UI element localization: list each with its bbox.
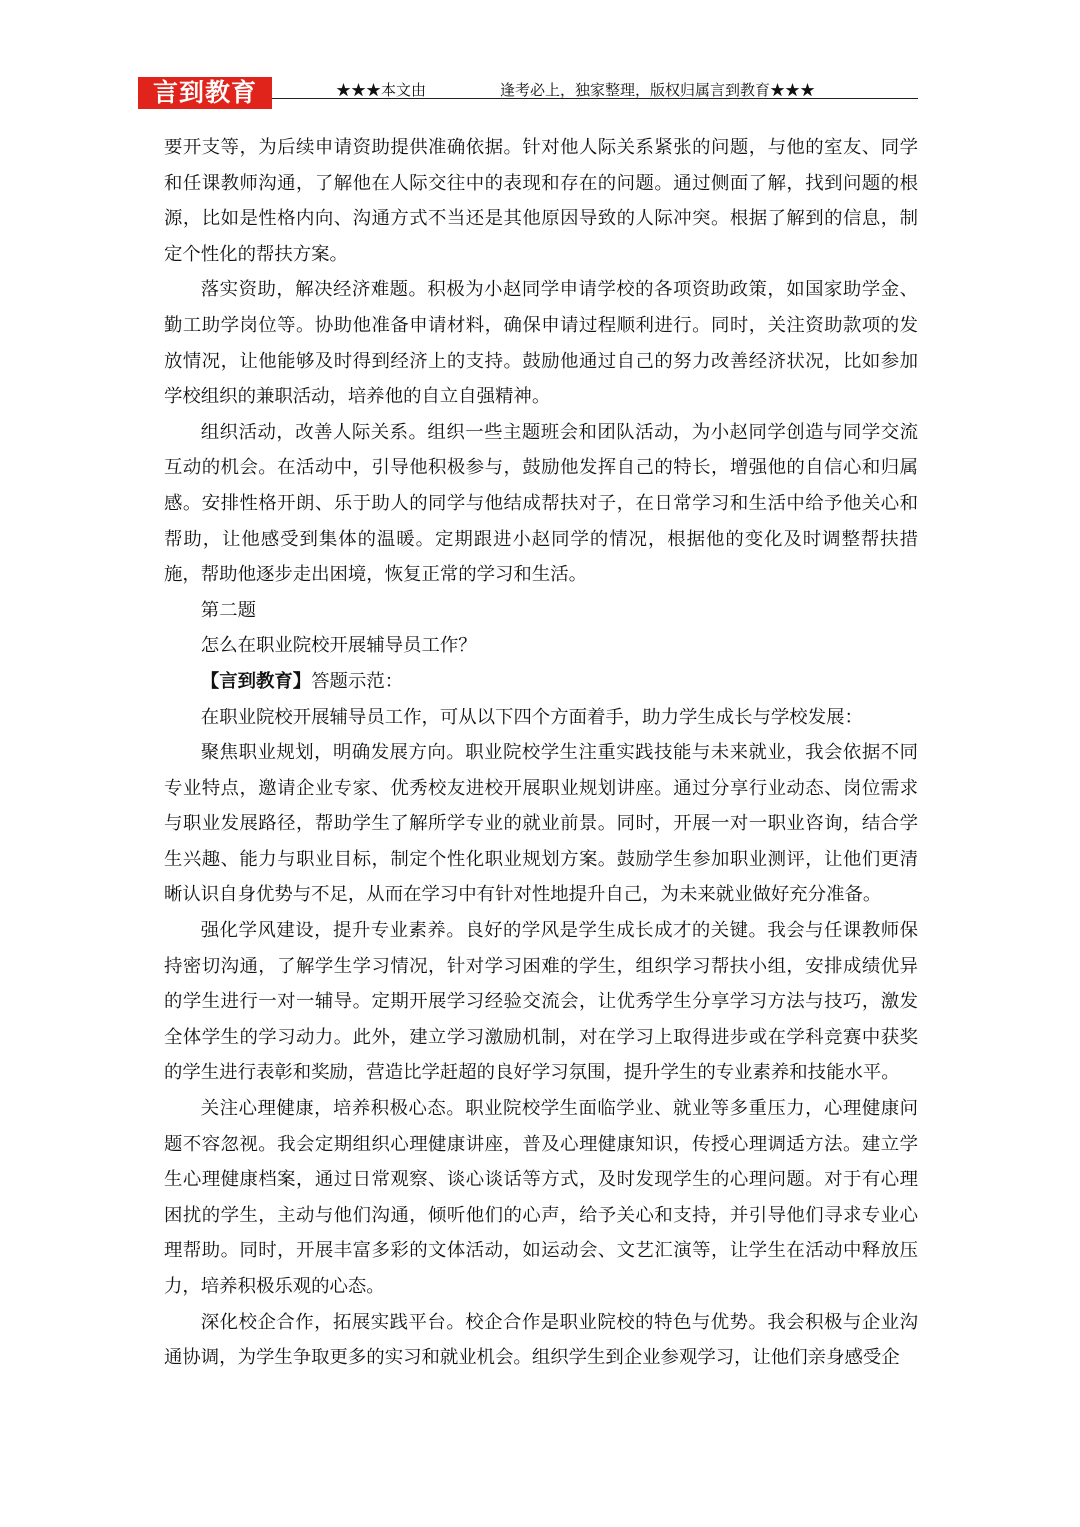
header-notice-left: ★★★本文由 — [336, 81, 427, 99]
paragraph-organize-activities: 组织活动，改善人际关系。组织一些主题班会和团队活动，为小赵同学创造与同学交流互动的机会。在活动中，引导他积极参与，鼓励他发挥自己的特长，增强他的自信心和归属感。安排性格开朗、乐于助人的同学与他结成帮扶对子，在日常学习和生活中给予他关心和帮助，让他感受到集体的温暖。定期跟进小赵同学的情况，根据他的变化及时调整帮扶措施，帮助他逐步走出困境，恢复正常的学习和生活。 — [164, 421, 918, 586]
header-notice-right: 逢考必上，独家整理，版权归属言到教育★★★ — [500, 81, 816, 99]
paragraph-financial-aid: 落实资助，解决经济难题。积极为小赵同学申请学校的各项资助政策，如国家助学金、勤工助学岗位等。协助他准备申请材料，确保申请过程顺利进行。同时，关注资助款项的发放情况，让他能够及时得到经济上的支持。鼓励他通过自己的努力改善经济状况，比如参加学校组织的兼职活动，培养他的自立自强精神。 — [164, 279, 918, 408]
answer-label-brand: 【言到教育】 — [200, 670, 312, 692]
answer-label-text: 答题示范： — [311, 670, 404, 692]
paragraph-intro: 在职业院校开展辅导员工作，可从以下四个方面着手，助力学生成长与学校发展： — [200, 706, 863, 728]
paragraph-study-atmosphere: 强化学风建设，提升专业素养。良好的学风是学生成长成才的关键。我会与任课教师保持密切沟通，了解学生学习情况，针对学习困难的学生，组织学习帮扶小组，安排成绩优异的学生进行一对一辅导。定期开展学习经验交流会，让优秀学生分享学习方法与技巧，激发全体学生的学习动力。此外，建立学习激励机制，对在学习上取得进步或在学科竞赛中获奖的学生进行表彰和奖励，营造比学赶超的良好学习氛围，提升学生的专业素养和技能水平。 — [164, 920, 918, 1084]
document-body — [164, 130, 918, 1376]
paragraph-career-planning: 聚焦职业规划，明确发展方向。职业院校学生注重实践技能与未来就业，我会依据不同专业特点，邀请企业专家、优秀校友进校开展职业规划讲座。通过分享行业动态、岗位需求与职业发展路径，帮助学生了解所学专业的就业前景。同时，开展一对一职业咨询，结合学生兴趣、能力与职业目标，制定个性化职业规划方案。鼓励学生参加职业测评，让他们更清晰认识自身优势与不足，从而在学习中有针对性地提升自己，为未来就业做好充分准备。 — [164, 742, 918, 906]
brand-logo: 言到教育 — [138, 77, 272, 109]
question-2-title: 第二题 — [200, 599, 256, 621]
paragraph-continuation: 要开支等，为后续申请资助提供准确依据。针对他人际关系紧张的问题，与他的室友、同学和任课教师沟通，了解他在人际交往中的表现和存在的问题。通过侧面了解，找到问题的根源，比如是性格内向、沟通方式不当还是其他原因导致的人际冲突。根据了解到的信息，制定个性化的帮扶方案。 — [164, 137, 918, 265]
paragraph-mental-health: 关注心理健康，培养积极心态。职业院校学生面临学业、就业等多重压力，心理健康问题不容忽视。我会定期组织心理健康讲座，普及心理健康知识，传授心理调适方法。建立学生心理健康档案，通过日常观察、谈心谈话等方式，及时发现学生的心理问题。对于有心理困扰的学生，主动与他们沟通，倾听他们的心声，给予关心和支持，并引导他们寻求专业心理帮助。同时，开展丰富多彩的文体活动，如运动会、文艺汇演等，让学生在活动中释放压力，培养积极乐观的心态。 — [164, 1098, 918, 1297]
question-2-text: 怎么在职业院校开展辅导员工作？ — [200, 635, 477, 657]
answer-label — [164, 664, 918, 700]
page-header — [138, 77, 918, 111]
paragraph-school-enterprise: 深化校企合作，拓展实践平台。校企合作是职业院校的特色与优势。我会积极与企业沟通协调，为学生争取更多的实习和就业机会。组织学生到企业参观学习，让他们亲身感受企 — [164, 1311, 918, 1369]
